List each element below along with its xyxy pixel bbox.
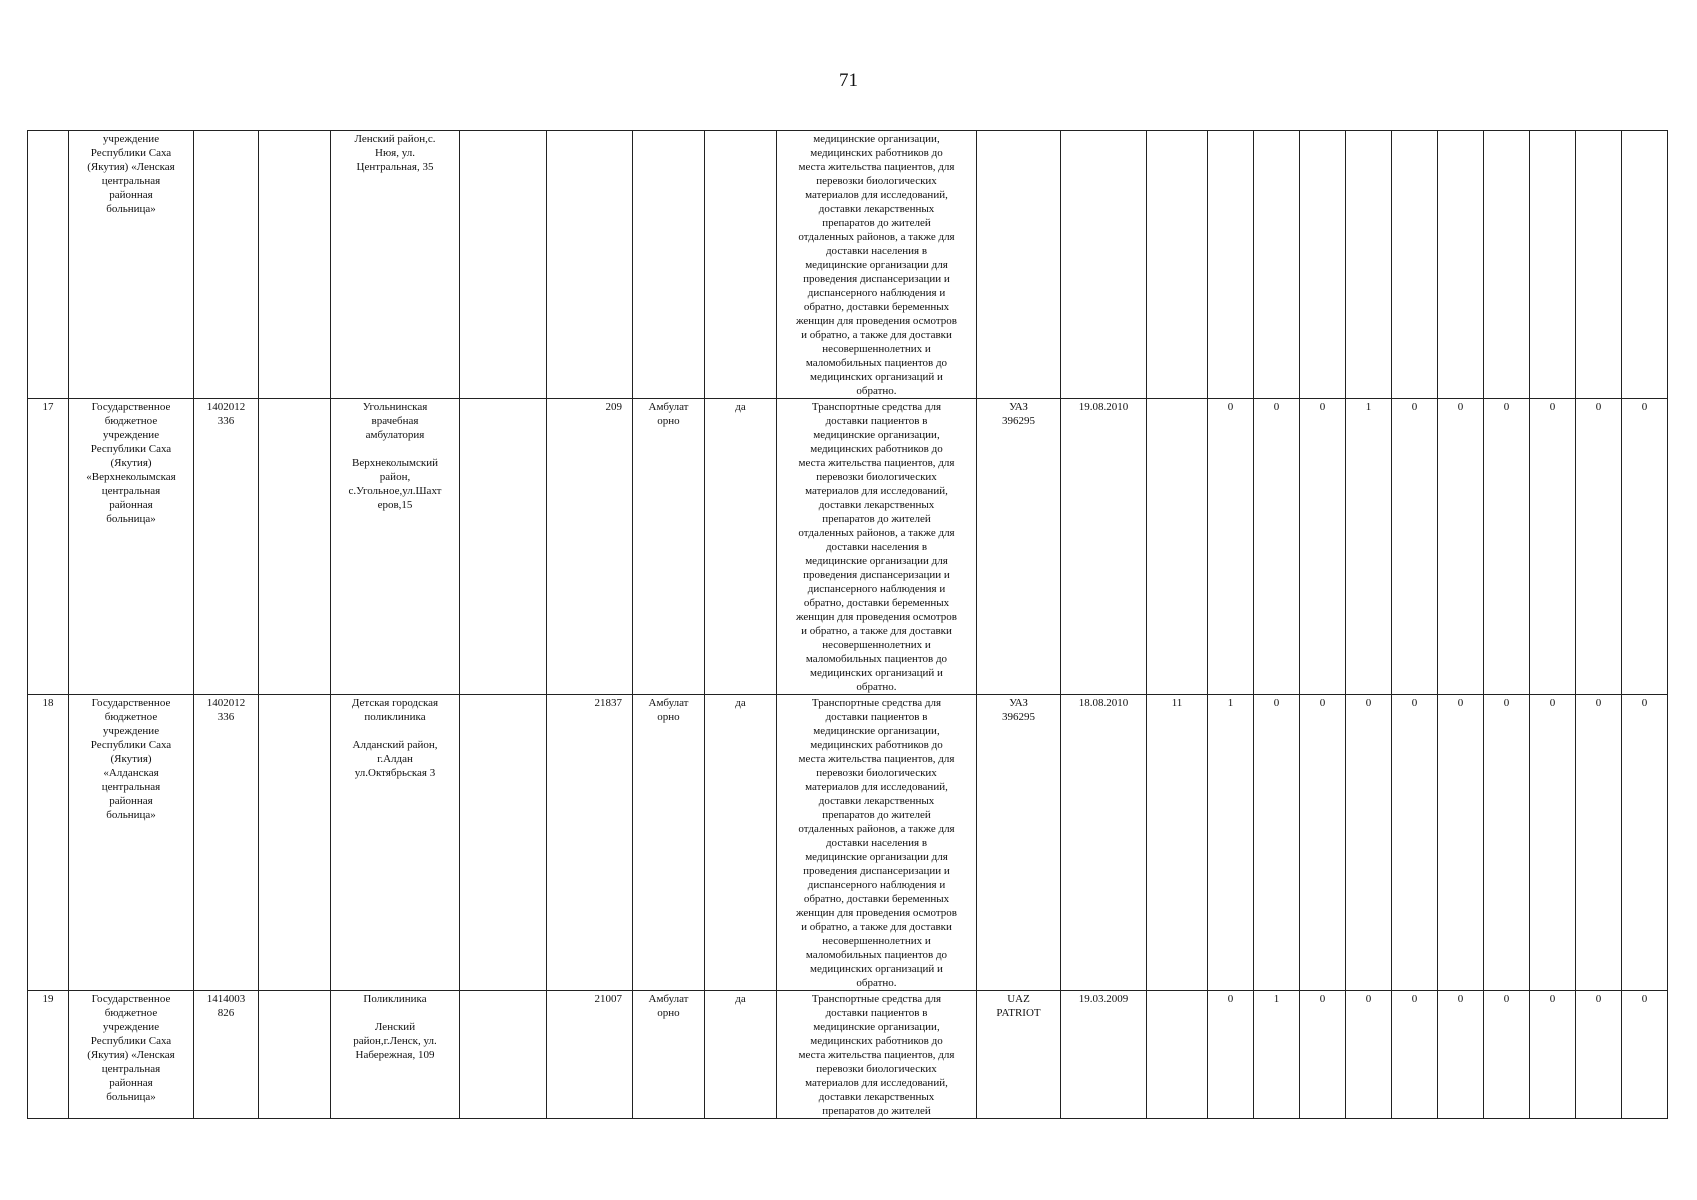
count-cell: 0: [1392, 991, 1438, 1119]
blank-cell: [259, 991, 331, 1119]
count-cell: 0: [1254, 399, 1300, 695]
table-row: [28, 131, 1668, 399]
count-cell: 0: [1346, 991, 1392, 1119]
population-count: 21837: [547, 695, 633, 991]
count-cell: 0: [1484, 399, 1530, 695]
count-cell: 0: [1484, 991, 1530, 1119]
row-number: 18: [28, 695, 69, 991]
count-cell: 0: [1622, 991, 1668, 1119]
count-cell: [1576, 131, 1622, 399]
vehicle-model: UAZ PATRIOT: [977, 991, 1061, 1119]
count-cell: 11: [1147, 695, 1208, 991]
blank-cell: [460, 131, 547, 399]
yes-flag: [705, 131, 777, 399]
organization-name: Государственное бюджетное учреждение Республики Саха (Якутия) «Верхнеколымская центральная районная больница»: [69, 399, 194, 695]
count-cell: [1530, 131, 1576, 399]
table-row: [28, 695, 1668, 991]
inn-code: [194, 131, 259, 399]
count-cell: 0: [1300, 695, 1346, 991]
count-cell: 1: [1346, 399, 1392, 695]
facility-address: Детская городская поликлиника Алданский район, г.Алдан ул.Октябрьская 3: [331, 695, 460, 991]
count-cell: [1208, 131, 1254, 399]
blank-cell: [460, 399, 547, 695]
facility-address: Поликлиника Ленский район,г.Ленск, ул. Набережная, 109: [331, 991, 460, 1119]
organization-name: учреждение Республики Саха (Якутия) «Ленская центральная районная больница»: [69, 131, 194, 399]
count-cell: 0: [1392, 399, 1438, 695]
yes-flag: да: [705, 991, 777, 1119]
table-row: [28, 399, 1668, 695]
count-cell: [1622, 131, 1668, 399]
facility-address: Ленский район,с. Нюя, ул. Центральная, 35: [331, 131, 460, 399]
count-cell: 0: [1254, 695, 1300, 991]
blank-cell: [259, 399, 331, 695]
vehicle-date: 19.03.2009: [1061, 991, 1147, 1119]
yes-flag: да: [705, 399, 777, 695]
count-cell: [1346, 131, 1392, 399]
vehicle-model: [977, 131, 1061, 399]
blank-cell: [259, 695, 331, 991]
count-cell: 0: [1438, 991, 1484, 1119]
row-number: 17: [28, 399, 69, 695]
count-cell: [1438, 131, 1484, 399]
count-cell: 0: [1576, 695, 1622, 991]
count-cell: 0: [1530, 399, 1576, 695]
care-type: Амбулат орно: [633, 991, 705, 1119]
vehicle-model: УАЗ 396295: [977, 695, 1061, 991]
organization-name: Государственное бюджетное учреждение Республики Саха (Якутия) «Ленская центральная районная больница»: [69, 991, 194, 1119]
count-cell: 0: [1484, 695, 1530, 991]
vehicle-purpose: Транспортные средства для доставки пациентов в медицинские организации, медицинских работников до места жительства пациентов, для перевозки биологических материалов для исследований, доставки лекарственных препаратов до жителей: [777, 991, 977, 1119]
care-type: [633, 131, 705, 399]
count-cell: 0: [1576, 991, 1622, 1119]
page-number: 71: [839, 70, 858, 91]
inn-code: 1414003 826: [194, 991, 259, 1119]
count-cell: 0: [1300, 399, 1346, 695]
count-cell: [1484, 131, 1530, 399]
count-cell: 0: [1438, 695, 1484, 991]
count-cell: [1147, 131, 1208, 399]
blank-cell: [460, 695, 547, 991]
count-cell: [1300, 131, 1346, 399]
facility-address: Угольнинская врачебная амбулатория Верхнеколымский район, с.Угольное,ул.Шахт еров,15: [331, 399, 460, 695]
vehicle-date: 18.08.2010: [1061, 695, 1147, 991]
population-count: [547, 131, 633, 399]
vehicle-date: [1061, 131, 1147, 399]
count-cell: 0: [1530, 695, 1576, 991]
table-row: [28, 991, 1668, 1119]
count-cell: 0: [1622, 695, 1668, 991]
organization-name: Государственное бюджетное учреждение Республики Саха (Якутия) «Алданская центральная районная больница»: [69, 695, 194, 991]
vehicle-model: УАЗ 396295: [977, 399, 1061, 695]
count-cell: 0: [1346, 695, 1392, 991]
care-type: Амбулат орно: [633, 399, 705, 695]
blank-cell: [259, 131, 331, 399]
count-cell: [1147, 399, 1208, 695]
vehicle-purpose: Транспортные средства для доставки пациентов в медицинские организации, медицинских работников до места жительства пациентов, для перевозки биологических материалов для исследований, доставки лекарственных препаратов до жителей отдаленных районов, а также для доставки населения в медицинские организации для проведения диспансеризации и диспансерного наблюдения и обратно, доставки беременных женщин для проведения осмотров и обратно, а также для доставки несовершеннолетних и маломобильных пациентов до медицинских организаций и обратно.: [777, 399, 977, 695]
count-cell: 1: [1254, 991, 1300, 1119]
care-type: Амбулат орно: [633, 695, 705, 991]
inn-code: 1402012 336: [194, 399, 259, 695]
count-cell: [1254, 131, 1300, 399]
count-cell: [1147, 991, 1208, 1119]
inn-code: 1402012 336: [194, 695, 259, 991]
count-cell: 0: [1530, 991, 1576, 1119]
count-cell: 0: [1438, 399, 1484, 695]
vehicle-purpose: Транспортные средства для доставки пациентов в медицинские организации, медицинских работников до места жительства пациентов, для перевозки биологических материалов для исследований, доставки лекарственных препаратов до жителей отдаленных районов, а также для доставки населения в медицинские организации для проведения диспансеризации и диспансерного наблюдения и обратно, доставки беременных женщин для проведения осмотров и обратно, а также для доставки несовершеннолетних и маломобильных пациентов до медицинских организаций и обратно.: [777, 695, 977, 991]
blank-cell: [460, 991, 547, 1119]
vehicle-purpose: медицинские организации, медицинских работников до места жительства пациентов, для перевозки биологических материалов для исследований, доставки лекарственных препаратов до жителей отдаленных районов, а также для доставки населения в медицинские организации для проведения диспансеризации и диспансерного наблюдения и обратно, доставки беременных женщин для проведения осмотров и обратно, а также для доставки несовершеннолетних и маломобильных пациентов до медицинских организаций и обратно.: [777, 131, 977, 399]
population-count: 209: [547, 399, 633, 695]
vehicle-date: 19.08.2010: [1061, 399, 1147, 695]
row-number: 19: [28, 991, 69, 1119]
count-cell: 0: [1208, 991, 1254, 1119]
count-cell: [1392, 131, 1438, 399]
count-cell: 0: [1576, 399, 1622, 695]
yes-flag: да: [705, 695, 777, 991]
population-count: 21007: [547, 991, 633, 1119]
count-cell: 0: [1208, 399, 1254, 695]
row-number: [28, 131, 69, 399]
count-cell: 0: [1392, 695, 1438, 991]
transport-registry-table: [27, 130, 1668, 1119]
count-cell: 0: [1300, 991, 1346, 1119]
count-cell: 0: [1622, 399, 1668, 695]
count-cell: 1: [1208, 695, 1254, 991]
